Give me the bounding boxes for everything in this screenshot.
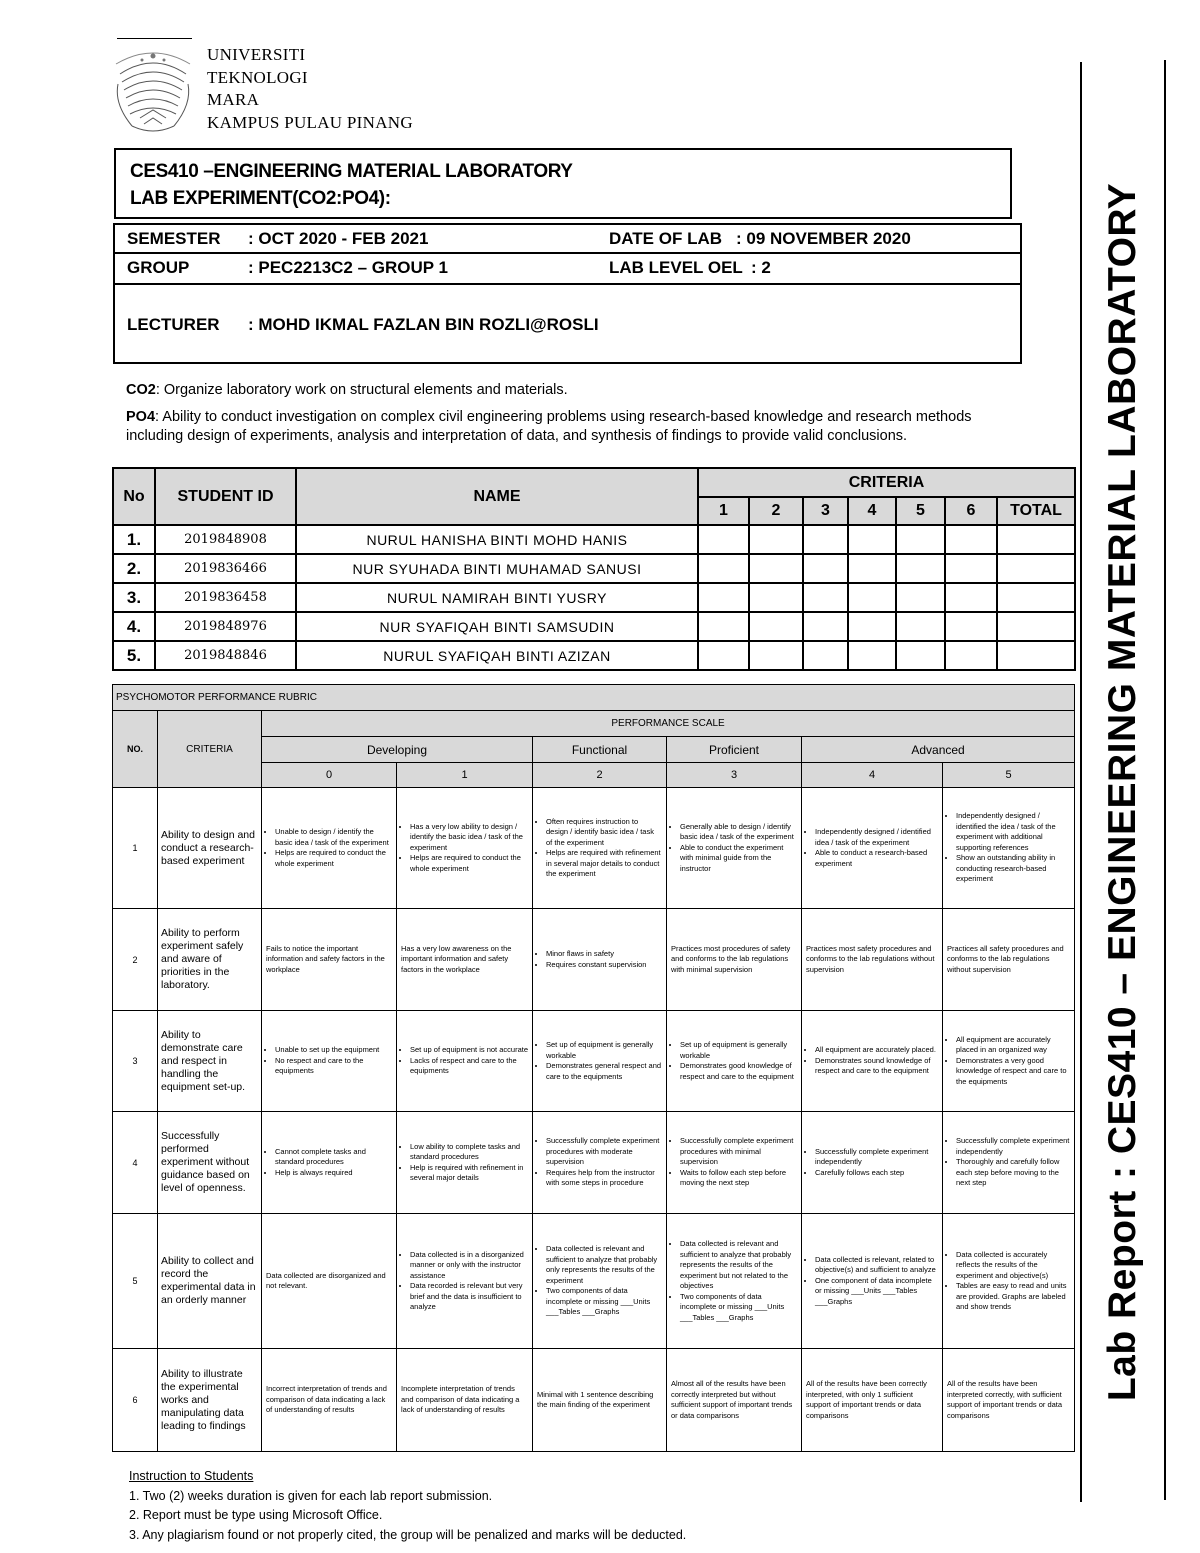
rubric-descriptor: • Data collected is relevant and sufficient to analyze that probably only represents the results of the experiment [546,1244,662,1286]
performance-scale-header: PERFORMANCE SCALE [262,711,1075,737]
student-id: 2019836466 [155,554,296,583]
rubric-descriptor: Practices most safety procedures and conforms to the lab regulations without supervision [806,943,935,974]
score-cell[interactable] [848,525,896,554]
rubric-descriptor-cell [397,1349,533,1452]
rubric-descriptor-list [266,827,392,869]
rubric-descriptor-list [401,1045,528,1077]
rubric-body [113,788,1075,1452]
rubric-descriptor: • Helps are required to conduct the whole experiment [275,848,392,869]
rubric-table [112,684,1075,1452]
rubric-descriptor: • Data collected is accurately reflects the results of the experiment and objective(s) [956,1250,1070,1282]
score-cell[interactable] [803,641,848,670]
score-cell[interactable] [848,612,896,641]
score-cell[interactable] [945,612,997,641]
level-developing: Developing [262,737,533,763]
student-id: 2019848846 [155,641,296,670]
group-label: GROUP [127,258,190,277]
students-table [112,467,1076,671]
lab-info-box [113,223,1022,364]
rubric-descriptor: • Show an outstanding ability in conducting research-based experiment [956,853,1070,885]
rubric-descriptor-cell [533,909,667,1011]
rubric-row [113,1349,1075,1452]
rubric-row-no: 1 [113,788,158,909]
score-cell[interactable] [945,554,997,583]
lecturer-label: LECTURER [127,315,220,334]
instruction-item: 2. Report must be type using Microsoft Office. [129,1508,383,1522]
rubric-descriptor: • Data collected is relevant, related to objective(s) and sufficient to analyze [815,1255,938,1276]
rubric-descriptor: • One component of data incomplete or missing ___Units ___Tables ___Graphs [815,1276,938,1308]
po4-statement [126,408,1016,446]
rubric-descriptor: • Minor flaws in safety [546,949,662,960]
rubric-descriptor-cell [533,1011,667,1112]
rubric-descriptor-cell [667,788,802,909]
rubric-descriptor-cell [533,1214,667,1349]
rubric-criteria: Ability to demonstrate care and respect in handling the equipment set-up. [158,1011,262,1112]
rubric-descriptor-cell [397,909,533,1011]
rubric-descriptor: • Demonstrates a very good knowledge of respect and care to the equipments [956,1056,1070,1088]
student-no: 2. [113,554,155,583]
total-cell[interactable] [997,583,1075,612]
uitm-logo-icon [112,44,194,136]
score-cell[interactable] [896,525,945,554]
total-cell[interactable] [997,612,1075,641]
student-no: 1. [113,525,155,554]
criteria-col-2: 2 [749,497,803,525]
score-cell[interactable] [698,612,749,641]
score-cell[interactable] [896,612,945,641]
co2-code: CO2 [126,382,156,398]
total-cell[interactable] [997,641,1075,670]
score-5: 5 [943,763,1075,788]
score-cell[interactable] [945,641,997,670]
rubric-descriptor: • Data recorded is relevant but very brief and the data is insufficient to analyze [410,1281,528,1313]
date-label: DATE OF LAB [609,229,723,248]
score-cell[interactable] [896,583,945,612]
divider [115,252,1020,254]
rubric-criteria: Ability to collect and record the experimental data in an orderly manner [158,1214,262,1349]
rubric-descriptor: Has a very low awareness on the important information and safety factors in the workplace [401,943,512,974]
score-cell[interactable] [749,612,803,641]
col-name-header: NAME [296,468,698,525]
rubric-descriptor: • Set up of equipment is generally workable [546,1040,662,1061]
rubric-descriptor-cell [262,1011,397,1112]
po4-code: PO4 [126,409,156,425]
score-cell[interactable] [896,641,945,670]
score-cell[interactable] [698,525,749,554]
rubric-descriptor-cell [802,1011,943,1112]
rubric-descriptor-list [401,1142,528,1184]
group-value: : PEC2213C2 – GROUP 1 [248,258,448,277]
course-title-box [114,148,1012,219]
score-cell[interactable] [945,583,997,612]
rubric-row-no: 4 [113,1112,158,1214]
rubric-col-criteria: CRITERIA [158,711,262,788]
rubric-descriptor: • Help is always required [275,1168,392,1179]
rubric-descriptor: Incomplete interpretation of trends and comparison of data indicating a lack of understanding of results [401,1384,520,1415]
rubric-descriptor-cell [262,1112,397,1214]
date-value: : 09 NOVEMBER 2020 [736,229,911,248]
rubric-descriptor-list [947,1035,1070,1088]
rubric-descriptor-cell [943,1214,1075,1349]
rubric-descriptor-cell [943,1011,1075,1112]
rubric-descriptor: Practices most procedures of safety and conforms to the lab regulations with minimal supervision [671,943,791,974]
rubric-descriptor-list [537,1244,662,1318]
rubric-descriptor: • Successfully complete experiment independently [956,1136,1070,1157]
co2-statement [126,381,1016,400]
rubric-descriptor-list [671,822,797,875]
rubric-descriptor-cell [802,909,943,1011]
rubric-descriptor: • Two components of data incomplete or missing ___Units ___Tables ___Graphs [546,1286,662,1318]
table-row [113,525,1075,554]
rubric-descriptor-list [537,949,662,970]
student-name: NURUL SYAFIQAH BINTI AZIZAN [296,641,698,670]
rubric-descriptor-list [806,1045,938,1077]
student-no: 4. [113,612,155,641]
rubric-descriptor: • Successfully complete experiment independently [815,1147,938,1168]
rubric-descriptor: • Lacks of respect and care to the equipments [410,1056,528,1077]
total-cell[interactable] [997,554,1075,583]
criteria-col-6: 6 [945,497,997,525]
rubric-descriptor-list [671,1239,797,1323]
lecturer-value: : MOHD IKMAL FAZLAN BIN ROZLI@ROSLI [248,315,599,334]
university-line: KAMPUS PULAU PINANG [207,112,413,132]
score-4: 4 [802,763,943,788]
rubric-descriptor: • Set up of equipment is not accurate [410,1045,528,1056]
rubric-descriptor: • Generally able to design / identify basic idea / task of the experiment [680,822,797,843]
rubric-criteria: Successfully performed experiment without guidance based on level of openness. [158,1112,262,1214]
side-rule-left [1080,62,1082,1502]
rubric-descriptor-list [266,1147,392,1179]
table-row [113,583,1075,612]
rubric-descriptor: • All equipment are accurately placed in an organized way [956,1035,1070,1056]
instruction-item: 1. Two (2) weeks duration is given for each lab report submission. [129,1488,493,1503]
rubric-descriptor-cell [667,909,802,1011]
rubric-descriptor-list [947,1250,1070,1313]
co2-text: : Organize laboratory work on structural elements and materials. [155,382,568,398]
rubric-row [113,788,1075,909]
rubric-descriptor: • Data collected is in a disorganized manner or only with the instructor assistance [410,1250,528,1282]
score-cell[interactable] [803,583,848,612]
rubric-row-no: 2 [113,909,158,1011]
rubric-row-no: 6 [113,1349,158,1452]
score-cell[interactable] [848,583,896,612]
total-cell[interactable] [997,525,1075,554]
rubric-descriptor-cell [667,1349,802,1452]
score-cell[interactable] [803,612,848,641]
score-cell[interactable] [803,554,848,583]
rubric-descriptor-cell [262,1214,397,1349]
rubric-descriptor-list [806,1147,938,1179]
rubric-descriptor-cell [262,788,397,909]
student-name: NURUL HANISHA BINTI MOHD HANIS [296,525,698,554]
rubric-descriptor-cell [667,1112,802,1214]
rubric-row-no: 5 [113,1214,158,1349]
rubric-descriptor: • Help is required with refinement in several major details [410,1163,528,1184]
rubric-descriptor: • Helps are required with refinement in several major details to conduct the experiment [546,848,662,880]
rubric-descriptor-cell [533,1112,667,1214]
instructions-heading: Instruction to Students [129,1469,254,1483]
score-cell[interactable] [698,641,749,670]
rubric-descriptor: • Often requires instruction to design / identify basic idea / task of the experiment [546,817,662,849]
rubric-descriptor: • Cannot complete tasks and standard procedures [275,1147,392,1168]
rubric-descriptor: All of the results have been correctly interpreted, with only 1 sufficient support of important trends or data comparisons [806,1379,927,1420]
table-row [113,612,1075,641]
rubric-descriptor: • No respect and care to the equipments [275,1056,392,1077]
rubric-descriptor: • Two components of data incomplete or missing ___Units ___Tables ___Graphs [680,1292,797,1324]
score-0: 0 [262,763,397,788]
score-cell[interactable] [848,554,896,583]
rubric-descriptor-cell [802,788,943,909]
rubric-descriptor-cell [397,1112,533,1214]
score-cell[interactable] [749,525,803,554]
rubric-descriptor-cell [397,1011,533,1112]
rubric-descriptor: • Demonstrates general respect and care to the equipments [546,1061,662,1082]
level-advanced: Advanced [802,737,1075,763]
criteria-col-3: 3 [803,497,848,525]
student-no: 5. [113,641,155,670]
rubric-descriptor-list [671,1040,797,1082]
rubric-descriptor: • Thoroughly and carefully follow each step before moving to the next step [956,1157,1070,1189]
semester-label: SEMESTER [127,229,221,248]
col-no-header: No [113,468,155,525]
rubric-descriptor: • Requires constant supervision [546,960,662,971]
rubric-descriptor: • Data collected is relevant and sufficient to analyze that probably represents the results of the experiment but not related to the objectives [680,1239,797,1292]
level-label: LAB LEVEL OEL [609,258,743,277]
rubric-descriptor-cell [397,788,533,909]
rubric-descriptor-list [671,1136,797,1189]
rubric-descriptor: • Unable to set up the equipment [275,1045,392,1056]
rubric-criteria: Ability to perform experiment safely and aware of priorities in the laboratory. [158,909,262,1011]
rubric-descriptor: • Demonstrates sound knowledge of respect and care to the equipment [815,1056,938,1077]
level-functional: Functional [533,737,667,763]
score-cell[interactable] [803,525,848,554]
col-id-header: STUDENT ID [155,468,296,525]
col-criteria-header: CRITERIA [698,468,1075,497]
rubric-descriptor-list [266,1045,392,1077]
rubric-descriptor-cell [802,1214,943,1349]
rubric-descriptor: • Demonstrates good knowledge of respect and care to the equipment [680,1061,797,1082]
student-name: NUR SYUHADA BINTI MUHAMAD SANUSI [296,554,698,583]
experiment-title: LAB EXPERIMENT(CO2:PO4): [130,188,391,209]
semester-value: : OCT 2020 - FEB 2021 [248,229,429,248]
rubric-descriptor: Almost all of the results have been correctly interpreted but without sufficient support of important trends or data comparisons [671,1379,793,1420]
rubric-descriptor: • Independently designed / identified the idea / task of the experiment with additional supporting references [956,811,1070,853]
rubric-descriptor: • Set up of equipment is generally workable [680,1040,797,1061]
rubric-descriptor-cell [943,909,1075,1011]
rubric-row [113,1112,1075,1214]
rubric-row-no: 3 [113,1011,158,1112]
rubric-descriptor-cell [397,1214,533,1349]
score-cell[interactable] [749,641,803,670]
score-cell[interactable] [698,554,749,583]
rubric-criteria: Ability to design and conduct a research-based experiment [158,788,262,909]
po4-text: : Ability to conduct investigation on complex civil engineering problems using research-based knowledge and research methods including design of experiments, analysis and interpretation of data, and synthesis of findings to provide valid conclusions. [126,409,972,444]
rubric-descriptor-cell [667,1214,802,1349]
rubric-descriptor: Fails to notice the important information and safety factors in the workplace [266,943,385,974]
rubric-descriptor: Incorrect interpretation of trends and comparison of data indicating a lack of understanding of results [266,1384,387,1415]
rubric-descriptor: All of the results have been interpreted correctly, with sufficient support of important trends or data comparisons [947,1379,1063,1420]
rubric-row [113,1214,1075,1349]
rubric-descriptor-list [947,811,1070,885]
rubric-descriptor-list [401,822,528,875]
rubric-descriptor-cell [802,1349,943,1452]
rubric-descriptor-cell [533,788,667,909]
rubric-descriptor-list [537,817,662,880]
logo-rule [117,38,192,39]
rubric-descriptor: • Carefully follows each step [815,1168,938,1179]
criteria-col-4: 4 [848,497,896,525]
level-value: : 2 [751,258,771,277]
rubric-descriptor: • Helps are required to conduct the whole experiment [410,853,528,874]
rubric-descriptor-cell [943,1349,1075,1452]
divider [115,283,1020,285]
rubric-descriptor-list [537,1136,662,1189]
rubric-descriptor: • All equipment are accurately placed. [815,1045,938,1056]
university-line: UNIVERSITI [207,45,306,64]
rubric-descriptor-cell [667,1011,802,1112]
rubric-col-no: NO. [113,711,158,788]
student-id: 2019836458 [155,583,296,612]
university-line: TEKNOLOGI [207,67,308,87]
rubric-descriptor: • Requires help from the instructor with some steps in procedure [546,1168,662,1189]
university-name [207,44,413,134]
rubric-descriptor: Minimal with 1 sentence describing the main finding of the experiment [537,1389,654,1409]
score-cell[interactable] [749,583,803,612]
rubric-descriptor-cell [533,1349,667,1452]
instruction-item: 3. Any plagiarism found or not properly cited, the group will be penalized and marks will be deducted. [129,1527,687,1542]
rubric-descriptor: • Low ability to complete tasks and standard procedures [410,1142,528,1163]
score-cell[interactable] [698,583,749,612]
score-cell[interactable] [945,525,997,554]
rubric-descriptor: • Able to conduct the experiment with minimal guide from the instructor [680,843,797,875]
criteria-col-1: 1 [698,497,749,525]
rubric-descriptor-cell [262,909,397,1011]
score-1: 1 [397,763,533,788]
score-cell[interactable] [896,554,945,583]
student-name: NURUL NAMIRAH BINTI YUSRY [296,583,698,612]
rubric-descriptor: • Waits to follow each step before moving the next step [680,1168,797,1189]
criteria-col-5: 5 [896,497,945,525]
side-rule-right [1164,60,1166,1500]
rubric-descriptor: • Unable to design / identify the basic idea / task of the experiment [275,827,392,848]
student-no: 3. [113,583,155,612]
rubric-descriptor-cell [262,1349,397,1452]
rubric-descriptor-list [806,827,938,869]
rubric-descriptor-list [806,1255,938,1308]
table-row [113,554,1075,583]
rubric-descriptor: • Successfully complete experiment procedures with moderate supervision [546,1136,662,1168]
criteria-col-total: TOTAL [997,497,1075,525]
rubric-criteria: Ability to illustrate the experimental works and manipulating data leading to findings [158,1349,262,1452]
rubric-descriptor: • Tables are easy to read and units are provided. Graphs are labeled and show trends [956,1281,1070,1313]
instructions [129,1467,686,1545]
rubric-descriptor-cell [943,1112,1075,1214]
level-proficient: Proficient [667,737,802,763]
rubric-descriptor-list [401,1250,528,1313]
rubric-descriptor: Practices all safety procedures and conforms to the lab regulations without supervision [947,943,1064,974]
university-line: MARA [207,90,260,109]
rubric-descriptor-cell [802,1112,943,1214]
score-2: 2 [533,763,667,788]
rubric-descriptor-list [537,1040,662,1082]
score-3: 3 [667,763,802,788]
rubric-descriptor: Data collected are disorganized and not relevant. [266,1270,386,1290]
student-id: 2019848908 [155,525,296,554]
student-name: NUR SYAFIQAH BINTI SAMSUDIN [296,612,698,641]
side-banner: Lab Report : CES410 – ENGINEERING MATERIAL LABORATORY [1101,182,1144,1402]
course-title: CES410 –ENGINEERING MATERIAL LABORATORY [130,161,573,182]
score-cell[interactable] [848,641,896,670]
rubric-descriptor: • Successfully complete experiment procedures with minimal supervision [680,1136,797,1168]
rubric-title: PSYCHOMOTOR PERFORMANCE RUBRIC [113,685,1075,711]
rubric-descriptor-list [947,1136,1070,1189]
rubric-descriptor: • Has a very low ability to design / identify the basic idea / task of the experiment [410,822,528,854]
rubric-descriptor-cell [943,788,1075,909]
rubric-descriptor: • Able to conduct a research-based experiment [815,848,938,869]
table-row [113,641,1075,670]
rubric-row [113,909,1075,1011]
rubric-row [113,1011,1075,1112]
student-id: 2019848976 [155,612,296,641]
score-cell[interactable] [749,554,803,583]
rubric-descriptor: • Independently designed / identified idea / task of the experiment [815,827,938,848]
